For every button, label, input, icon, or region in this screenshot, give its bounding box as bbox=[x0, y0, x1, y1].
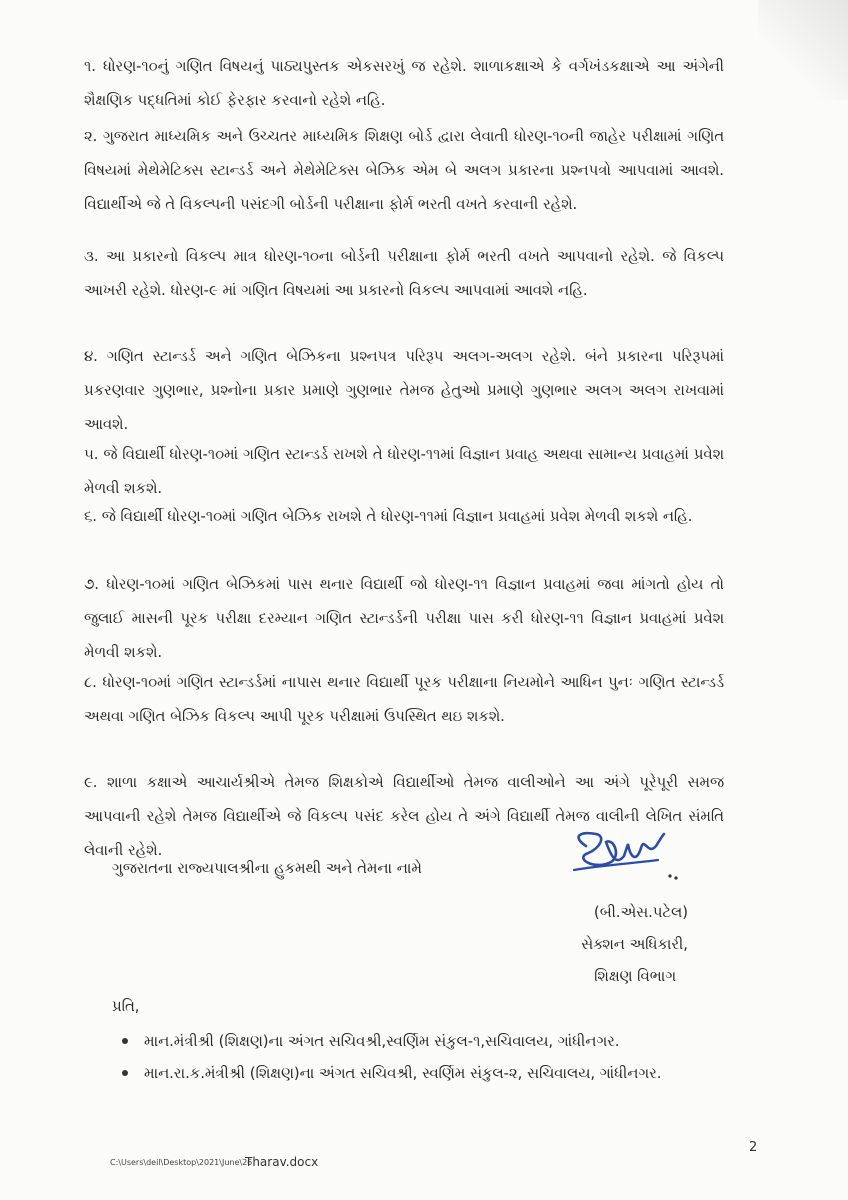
bullet-icon bbox=[122, 1070, 128, 1076]
paragraph-7: ૭. ધોરણ-૧૦માં ગણિત બેઝિકમાં પાસ થનાર વિદ્યાર્થી જો ધોરણ-૧૧ વિજ્ઞાન પ્રવાહમાં જવા માંગતો હોય તો જુલાઈ માસની પૂરક પરીક્ષા દરમ્યાન ગણિત સ્ટાન્ડર્ડની પરીક્ષા પાસ કરી ધોરણ-૧૧ વિજ્ઞાન પ્રવાહમાં પ્રવેશ મેળવી શકશે. bbox=[84, 576, 724, 661]
signatory-department: શિક્ષણ વિભાગ bbox=[594, 968, 676, 985]
paragraph-4: ૪. ગણિત સ્ટાન્ડર્ડ અને ગણિત બેઝિકના પ્રશ્નપત્ર પરિરૂપ અલગ-અલગ રહેશે. બંને પ્રકારના પરિરૂપમાં પ્રકરણવાર ગુણભાર, પ્રશ્નોના પ્રકાર પ્રમાણે ગુણભાર તેમજ હેતુઓ પ્રમાણે ગુણભાર અલગ અલગ રાખવામાં આવશે. bbox=[84, 348, 724, 433]
signatory-name: (બી.એસ.પટેલ) bbox=[593, 904, 688, 921]
footer-file-path: C:\Users\deil\Desktop\2021\June\26 bbox=[110, 1158, 253, 1167]
page-edge-shadow bbox=[758, 0, 848, 100]
copy-to-label: પ્રતિ, bbox=[112, 998, 140, 1015]
paragraph-9: ૯. શાળા કક્ષાએ આચાર્યશ્રીએ તેમજ શિક્ષકોએ વિદ્યાર્થીઓ તેમજ વાલીઓને આ અંગે પૂરેપૂરી સમજ આપવાની રહેશે તેમજ વિદ્યાર્થીએ જે વિકલ્પ પસંદ કરેલ હોય તે અંગે વિદ્યાર્થી તેમજ વાલીની લેખિત સંમતિ લેવાની રહેશે. bbox=[84, 774, 724, 859]
list-item bbox=[120, 1060, 740, 1088]
paragraph-3: ૩. આ પ્રકારનો વિકલ્પ માત્ર ધોરણ-૧૦ના બોર્ડની પરીક્ષાના ફોર્મ ભરતી વખતે આપવાનો રહેશે. જે વિકલ્પ આખરી રહેશે. ધોરણ-૯ માં ગણિત વિષયમાં આ પ્રકારનો વિકલ્પ આપવામાં આવશે નહિ. bbox=[84, 248, 724, 299]
list-item bbox=[120, 1028, 740, 1056]
paragraph-5: ૫. જે વિદ્યાર્થી ધોરણ-૧૦માં ગણિત સ્ટાન્ડર્ડ રાખશે તે ધોરણ-૧૧માં વિજ્ઞાન પ્રવાહ અથવા સામાન્ય પ્રવાહમાં પ્રવેશ મેળવી શકશે. bbox=[84, 446, 724, 497]
order-line: ગુજરાતના રાજ્યપાલશ્રીના હુકમથી અને તેમના નામે bbox=[112, 860, 422, 877]
signature bbox=[566, 826, 686, 888]
paragraph-6: ૬. જે વિદ્યાર્થી ધોરણ-૧૦માં ગણિત બેઝિક રાખશે તે ધોરણ-૧૧માં વિજ્ઞાન પ્રવાહમાં પ્રવેશ મેળવી શકશે નહિ. bbox=[84, 508, 693, 525]
bullet-icon bbox=[122, 1038, 128, 1044]
paragraph-1: ૧. ધોરણ-૧૦નું ગણિત વિષયનું પાઠ્યપુસ્તક એકસરખું જ રહેશે. શાળાકક્ષાએ કે વર્ગખંડકક્ષાએ આ અંગેની શૈક્ષણિક પદ્ધતિમાં કોઈ ફેરફાર કરવાનો રહેશે નહિ. bbox=[84, 58, 724, 109]
page-number: 2 bbox=[749, 1140, 758, 1155]
paragraph-2: ૨. ગુજરાત માધ્યમિક અને ઉચ્ચતર માધ્યમિક શિક્ષણ બોર્ડ દ્વારા લેવાતી ધોરણ-૧૦ની જાહેર પરીક્ષામાં ગણિત વિષયમાં મેથેમેટિક્સ સ્ટાન્ડર્ડ અને મેથેમેટિક્સ બેઝિક એમ બે અલગ પ્રકારના પ્રશ્નપત્રો આપવામાં આવશે. વિદ્યાર્થીએ જે તે વિકલ્પની પસંદગી બોર્ડની પરીક્ષાના ફોર્મ ભરતી વખતે કરવાની રહેશે. bbox=[84, 128, 724, 213]
paragraph-8: ૮. ધોરણ-૧૦માં ગણિત સ્ટાન્ડર્ડમાં નાપાસ થનાર વિદ્યાર્થી પૂરક પરીક્ષાના નિયમોને આધિન પુનઃ ગણિત સ્ટાન્ડર્ડ અથવા ગણિત બેઝિક વિકલ્પ આપી પૂરક પરીક્ષામાં ઉપસ્થિત થઇ શકશે. bbox=[84, 674, 724, 725]
copy-to-item-1: માન.મંત્રીશ્રી (શિક્ષણ)ના અંગત સચિવશ્રી,સ્વર્ણિમ સંકુલ-૧,સચિવાલય, ગાંધીનગર. bbox=[144, 1033, 620, 1050]
copy-to-item-2: માન.રા.ક.મંત્રીશ્રી (શિક્ષણ)ના અંગત સચિવશ્રી, સ્વર્ણિમ સંકુલ-૨, સચિવાલય, ગાંધીનગર. bbox=[144, 1065, 662, 1082]
signatory-designation: સેક્શન અધિકારી, bbox=[581, 936, 688, 953]
footer-file-name: Tharav.docx bbox=[245, 1155, 319, 1169]
copy-to-list bbox=[120, 1028, 740, 1092]
